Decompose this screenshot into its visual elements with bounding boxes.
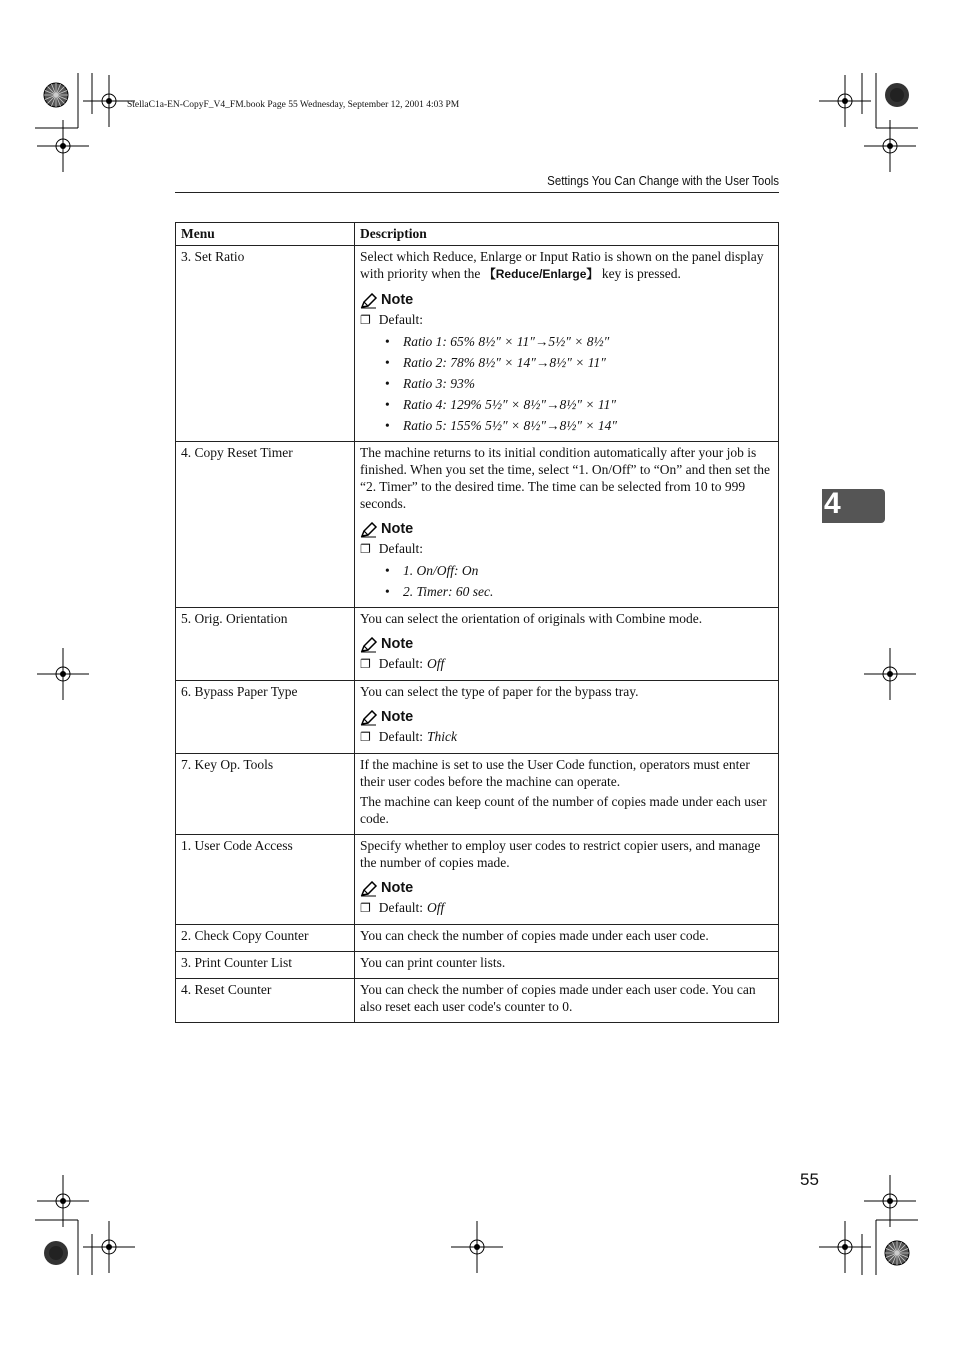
chapter-number: 4: [824, 487, 841, 520]
checkbox-glyph-icon: ❐: [360, 901, 371, 915]
menu-cell: 4. Reset Counter: [176, 979, 355, 1023]
default-line: [360, 655, 773, 673]
header-title: Settings You Can Change with the User Tools: [547, 174, 779, 188]
table-row: [176, 246, 779, 442]
table-row: [176, 608, 779, 681]
default-label: Default:: [378, 656, 423, 671]
settings-table: [175, 222, 779, 1023]
table-row: [176, 925, 779, 952]
checkbox-glyph-icon: ❐: [360, 542, 371, 556]
description-text: The machine can keep count of the number of copies made under each user code.: [360, 794, 767, 826]
default-value: Off: [427, 656, 445, 671]
list-item: • Ratio 5: 155% 5½″ × 8½″→8½″ × 14″: [403, 417, 773, 434]
note-heading: [360, 521, 773, 538]
table-row: [176, 754, 779, 835]
description-cell: [355, 835, 779, 925]
checkbox-glyph-icon: ❐: [360, 730, 371, 744]
default-label: Default:: [378, 729, 423, 744]
chapter-tab: [822, 489, 885, 523]
note-heading: [360, 636, 773, 653]
description-cell: [355, 681, 779, 754]
timer-options-list: [360, 562, 773, 600]
menu-cell: 6. Bypass Paper Type: [176, 681, 355, 754]
note-label: Note: [381, 709, 414, 725]
menu-cell: 3. Set Ratio: [176, 246, 355, 442]
description-text: If the machine is set to use the User Code function, operators must enter their user codes before the machine can operate.: [360, 757, 750, 789]
menu-cell: 4. Copy Reset Timer: [176, 442, 355, 608]
table-row: [176, 681, 779, 754]
description-cell: You can print counter lists.: [355, 952, 779, 979]
description-text: You can select the type of paper for the bypass tray.: [360, 684, 639, 699]
description-cell: [355, 754, 779, 835]
list-item: • Ratio 2: 78% 8½″ × 14″→8½″ × 11″: [403, 354, 773, 371]
default-line: [360, 899, 773, 917]
default-line: [360, 311, 773, 329]
table-row: [176, 442, 779, 608]
pencil-note-icon: [360, 522, 378, 538]
table-row: [176, 835, 779, 925]
description-text: You can select the orientation of originals with Combine mode.: [360, 611, 703, 626]
table-row: [176, 979, 779, 1023]
pencil-note-icon: [360, 637, 378, 653]
note-label: Note: [381, 880, 414, 896]
default-value: Off: [427, 900, 445, 915]
default-label: Default:: [378, 312, 423, 327]
list-item: • Ratio 4: 129% 5½″ × 8½″→8½″ × 11″: [403, 396, 773, 413]
note-label: Note: [381, 521, 414, 537]
description-cell: You can check the number of copies made under each user code.: [355, 925, 779, 952]
default-label: Default:: [378, 541, 423, 556]
list-item: • 2. Timer: 60 sec.: [403, 583, 773, 600]
default-line: [360, 728, 773, 746]
list-item: • Ratio 1: 65% 8½″ × 11″→5½″ × 8½″: [403, 333, 773, 350]
description-text: Specify whether to employ user codes to restrict copier users, and manage the number of copies made.: [360, 838, 761, 870]
pencil-note-icon: [360, 710, 378, 726]
note-label: Note: [381, 636, 414, 652]
checkbox-glyph-icon: ❐: [360, 313, 371, 327]
running-header: [175, 174, 779, 193]
checkbox-glyph-icon: ❐: [360, 657, 371, 671]
description-text: Select which Reduce, Enlarge or Input Ratio is shown on the panel display with priority when the: [360, 249, 764, 281]
default-value: Thick: [427, 729, 457, 744]
description-text: key is pressed.: [601, 266, 681, 281]
table-header-row: [176, 223, 779, 246]
description-cell: [355, 608, 779, 681]
note-heading: [360, 880, 773, 897]
file-info-line: StellaC1a-EN-CopyF_V4_FM.book Page 55 Wednesday, September 12, 2001 4:03 PM: [127, 100, 460, 110]
note-heading: [360, 292, 773, 309]
note-heading: [360, 709, 773, 726]
list-item: • Ratio 3: 93%: [403, 375, 773, 392]
pencil-note-icon: [360, 293, 378, 309]
default-label: Default:: [378, 900, 423, 915]
menu-cell: 1. User Code Access: [176, 835, 355, 925]
page-number: 55: [800, 1170, 819, 1189]
menu-cell: 5. Orig. Orientation: [176, 608, 355, 681]
menu-cell: 2. Check Copy Counter: [176, 925, 355, 952]
pencil-note-icon: [360, 881, 378, 897]
description-cell: You can check the number of copies made under each user code. You can also reset each user code's counter to 0.: [355, 979, 779, 1023]
description-cell: [355, 442, 779, 608]
menu-cell: 3. Print Counter List: [176, 952, 355, 979]
description-cell: [355, 246, 779, 442]
table-row: [176, 952, 779, 979]
col-menu-header: Menu: [176, 223, 355, 246]
note-label: Note: [381, 292, 414, 308]
list-item: • 1. On/Off: On: [403, 562, 773, 579]
description-text: The machine returns to its initial condition automatically after your job is finished. When you set the time, select “1. On/Off” to “On” and then set the “2. Timer” to the desired time. The time can be selected from 10 to 999 seconds.: [360, 445, 771, 511]
ratio-options-list: [360, 333, 773, 434]
col-description-header: Description: [355, 223, 779, 246]
reduce-enlarge-key: 【Reduce/Enlarge】: [483, 267, 599, 281]
menu-cell: 7. Key Op. Tools: [176, 754, 355, 835]
default-line: [360, 540, 773, 558]
